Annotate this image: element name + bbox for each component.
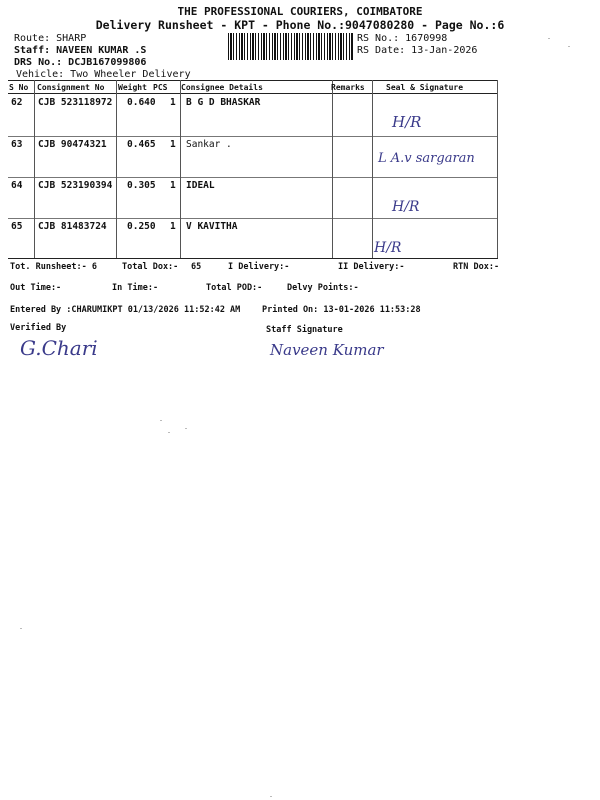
verified-signature: G.Chari: [20, 336, 98, 360]
col-header-weight: Weight: [118, 83, 147, 92]
table-header-border: [8, 93, 498, 94]
col-header-sno: S No: [9, 83, 29, 92]
row-sno: 65: [11, 221, 23, 232]
row-pcs: 1: [170, 221, 176, 232]
ii-delivery: II Delivery:-: [338, 262, 405, 272]
runsheet-subtitle: Delivery Runsheet - KPT - Phone No.:9047080280 - Page No.:6: [95, 18, 505, 32]
total-dox-label: Total Dox:-: [122, 262, 179, 272]
staff-signature: Naveen Kumar: [270, 341, 384, 359]
row-sno: 63: [11, 139, 23, 150]
row-weight: 0.465: [127, 139, 156, 150]
rtn-dox: RTN Dox:-: [453, 262, 500, 272]
i-delivery: I Delivery:-: [228, 262, 290, 272]
verified-by-label: Verified By: [10, 323, 67, 333]
rs-number: RS No.: 1670998: [357, 33, 448, 44]
row-signature: H/R: [392, 113, 422, 131]
row-consignment: CJB 90474321: [38, 139, 107, 150]
row-weight: 0.250: [127, 221, 156, 232]
row-consignee: IDEAL: [186, 180, 215, 191]
tot-runsheet: Tot. Runsheet:- 6: [10, 262, 97, 272]
row-signature: H/R: [392, 199, 420, 215]
drs-number: DRS No.: DCJB167099806: [14, 57, 147, 68]
route-label: Route: SHARP: [14, 33, 87, 44]
delvy-points: Delvy Points:-: [287, 283, 359, 293]
row-sno: 62: [11, 97, 23, 108]
table-top-border: [8, 80, 498, 81]
total-pod: Total POD:-: [206, 283, 263, 293]
entered-by: Entered By :CHARUMIKPT 01/13/2026 11:52:42 AM: [10, 305, 241, 315]
row-consignment: CJB 523190394: [38, 180, 113, 191]
row-weight: 0.640: [127, 97, 156, 108]
table-bottom-border: [8, 258, 498, 259]
row-consignee: V KAVITHA: [186, 221, 238, 232]
row-pcs: 1: [170, 139, 176, 150]
row-consignment: CJB 523118972: [38, 97, 113, 108]
in-time: In Time:-: [112, 283, 159, 293]
printed-on: Printed On: 13-01-2026 11:53:28: [262, 305, 421, 315]
rs-date: RS Date: 13-Jan-2026: [357, 45, 478, 56]
col-header-consignee: Consignee Details: [181, 83, 263, 92]
row-weight: 0.305: [127, 180, 156, 191]
row-consignment: CJB 81483724: [38, 221, 107, 232]
row-consignee: Sankar .: [186, 139, 232, 150]
col-header-consignment: Consignment No: [37, 83, 105, 92]
col-header-remarks: Remarks: [331, 83, 365, 92]
row-sno: 64: [11, 180, 23, 191]
col-header-signature: Seal & Signature: [386, 83, 464, 92]
row-pcs: 1: [170, 97, 176, 108]
row-consignee: B G D BHASKAR: [186, 97, 261, 108]
row-signature: H/R: [374, 240, 402, 256]
staff-label: Staff: NAVEEN KUMAR .S: [14, 45, 147, 56]
out-time: Out Time:-: [10, 283, 62, 293]
vehicle-label: Vehicle: Two Wheeler Delivery: [16, 69, 191, 80]
total-dox-value: 65: [191, 262, 202, 272]
col-header-pcs: PCS: [153, 83, 168, 92]
staff-signature-label: Staff Signature: [266, 325, 343, 335]
company-title: THE PROFESSIONAL COURIERS, COIMBATORE: [177, 5, 423, 18]
row-pcs: 1: [170, 180, 176, 191]
row-signature: L A.v sargaran: [378, 151, 475, 166]
barcode: [228, 33, 354, 60]
